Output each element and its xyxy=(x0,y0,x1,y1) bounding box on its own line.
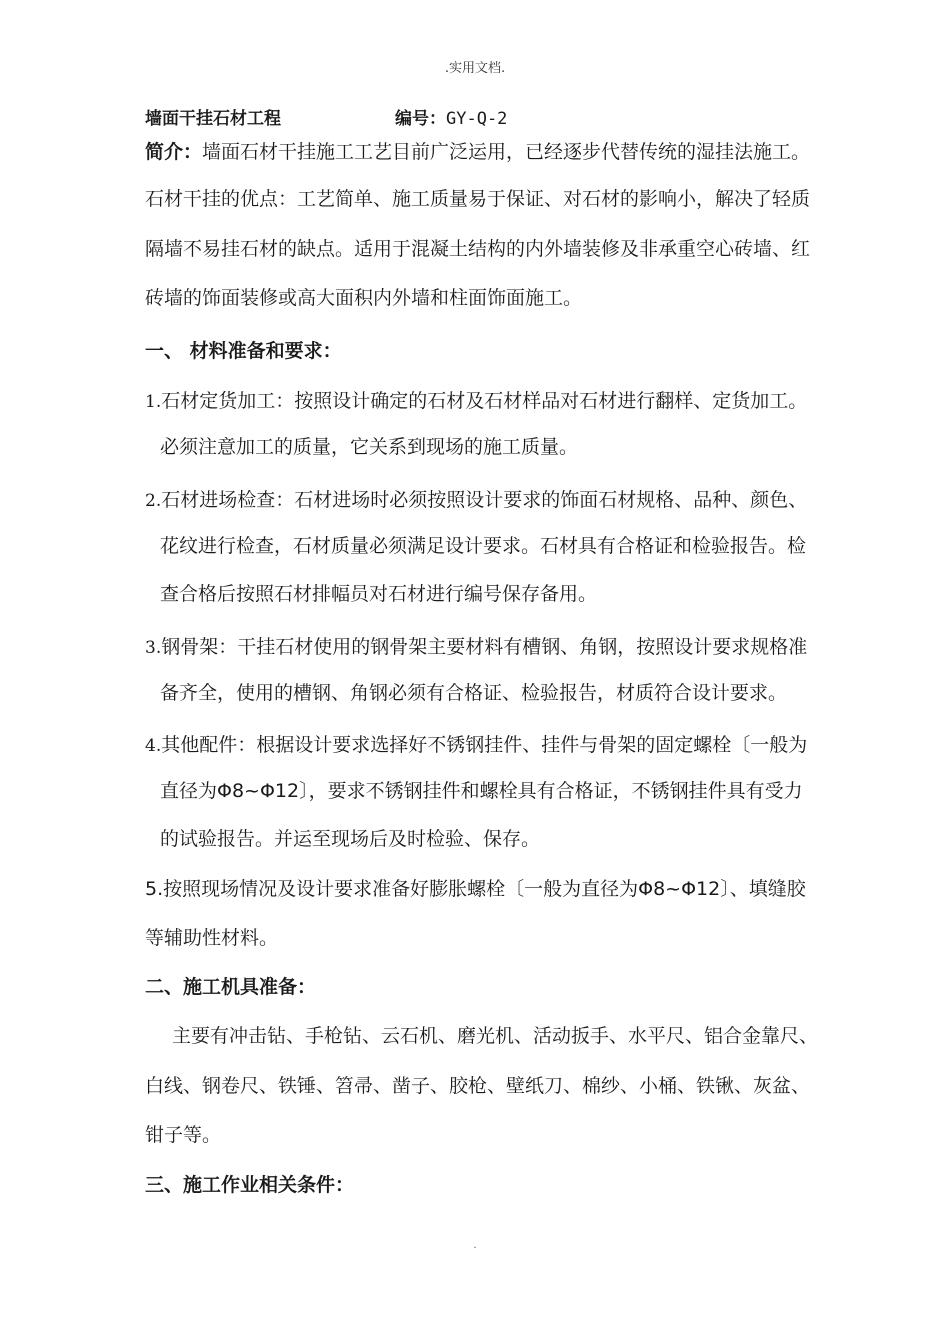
document-title: 墙面干挂石材工程 xyxy=(145,109,281,129)
intro-label: 简介： xyxy=(145,141,203,163)
item-5-line-1: 5.按照现场情况及设计要求准备好膨胀螺栓〔一般为直径为Φ8~Φ12〕、填缝胶 xyxy=(145,878,806,900)
page-header-mark: .实用文档. xyxy=(444,61,506,76)
item-4-line-2: 直径为Φ8~Φ12〕，要求不锈钢挂件和螺栓具有合格证，不锈钢挂件具有受力 xyxy=(160,780,803,802)
intro-line-2: 石材干挂的优点：工艺简单、施工质量易于保证、对石材的影响小，解决了轻质 xyxy=(145,188,811,210)
item-3-number: 3. xyxy=(145,638,162,658)
section-2-heading: 二、施工机具准备： xyxy=(145,976,317,998)
section-1-heading: 一、 材料准备和要求： xyxy=(145,340,342,362)
item-4-number: 4. xyxy=(145,736,162,756)
document-code xyxy=(395,104,507,129)
item-4-text: 其他配件：根据设计要求选择好不锈钢挂件、挂件与骨架的固定螺栓〔一般为 xyxy=(161,734,808,756)
section-2-line-3: 钳子等。 xyxy=(145,1124,222,1146)
item-2-line-1 xyxy=(145,488,825,513)
item-1-line-2: 必须注意加工的质量，它关系到现场的施工质量。 xyxy=(160,436,579,458)
intro-line-3: 隔墙不易挂石材的缺点。适用于混凝土结构的内外墙装修及非承重空心砖墙、红 xyxy=(145,238,811,260)
item-1-number: 1. xyxy=(145,392,162,412)
item-3-text: 钢骨架：干挂石材使用的钢骨架主要材料有槽钢、角钢，按照设计要求规格准 xyxy=(161,636,808,658)
intro-text: 墙面石材干挂施工工艺目前广泛运用，已经逐步代替传统的湿挂法施工。 xyxy=(202,141,811,163)
item-4-line-1 xyxy=(145,733,825,758)
item-2-number: 2. xyxy=(145,491,162,511)
section-2-line-2: 白线、钢卷尺、铁锤、笤帚、凿子、胶枪、壁纸刀、棉纱、小桶、铁锹、灰盆、 xyxy=(145,1075,811,1097)
item-5-line-2: 等辅助性材料。 xyxy=(145,927,279,949)
document-title-row xyxy=(145,104,845,129)
item-2-line-2: 花纹进行检查，石材质量必须满足设计要求。石材具有合格证和检验报告。检 xyxy=(160,535,807,557)
item-3-line-1 xyxy=(145,635,825,660)
document-code-value: GY-Q-2 xyxy=(446,109,508,129)
item-1-text: 石材定货加工：按照设计确定的石材及石材样品对石材进行翻样、定货加工。 xyxy=(161,390,808,412)
item-4-line-3: 的试验报告。并运至现场后及时检验、保存。 xyxy=(160,828,541,850)
item-3-line-2: 备齐全，使用的槽钢、角钢必须有合格证、检验报告，材质符合设计要求。 xyxy=(160,682,788,704)
item-2-line-3: 查合格后按照石材排幅员对石材进行编号保存备用。 xyxy=(160,583,598,605)
page-footer-mark: . xyxy=(473,1240,477,1251)
item-1-line-1 xyxy=(145,389,825,414)
section-2-line-1: 主要有冲击钻、手枪钻、云石机、磨光机、活动扳手、水平尺、铝合金靠尺、 xyxy=(172,1025,819,1047)
intro-line-1 xyxy=(145,140,825,164)
section-3-heading: 三、施工作业相关条件： xyxy=(145,1174,355,1196)
intro-line-4: 砖墙的饰面装修或高大面积内外墙和柱面饰面施工。 xyxy=(145,287,583,309)
item-2-text: 石材进场检查：石材进场时必须按照设计要求的饰面石材规格、品种、颜色、 xyxy=(161,489,808,511)
document-code-label: 编号： xyxy=(395,109,446,129)
